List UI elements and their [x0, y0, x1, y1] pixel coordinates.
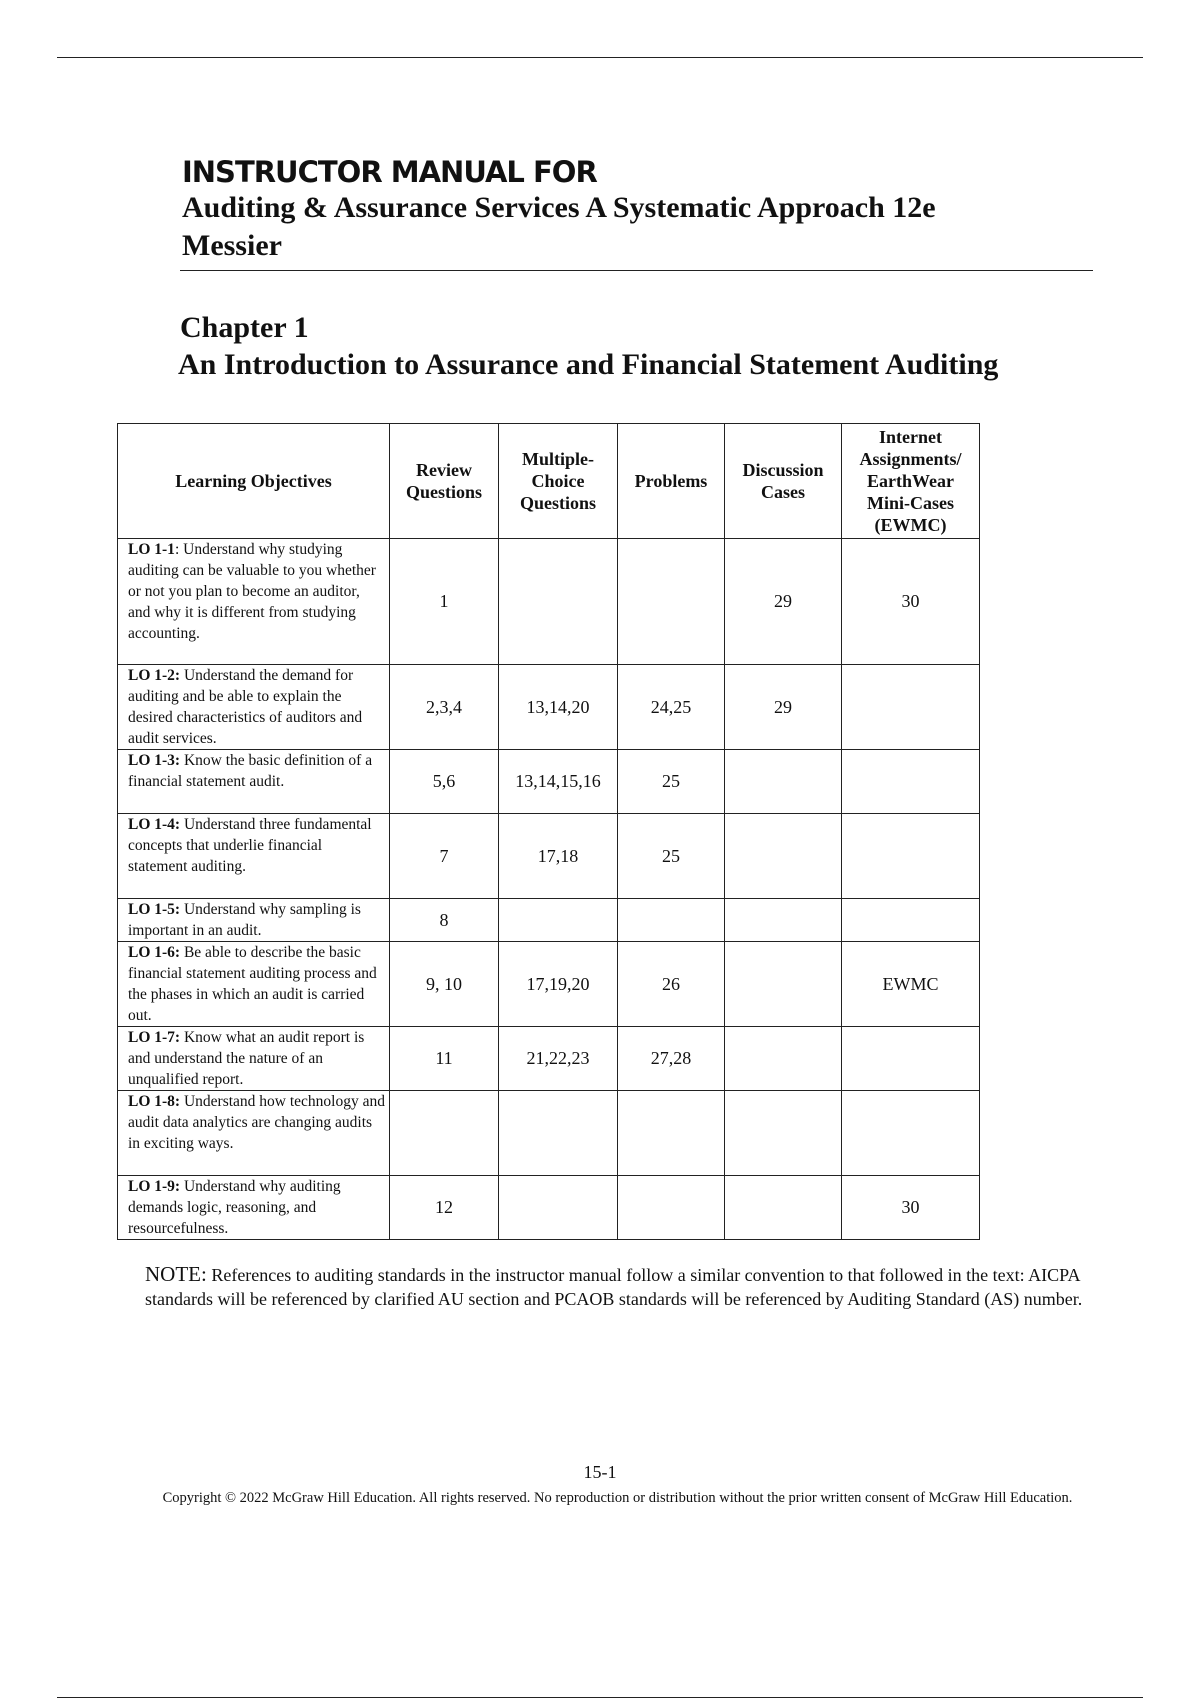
problems-cell: 27,28 — [618, 1027, 725, 1091]
lo-text: : Understand why studying auditing can be valuable to you whether or not you plan to become an auditor, and why it is different from studying accounting. — [128, 541, 376, 642]
internet-cell — [842, 1091, 980, 1176]
problems-cell — [618, 1176, 725, 1240]
table-row — [118, 1027, 980, 1091]
lo-cell — [118, 942, 390, 1027]
header-problems — [618, 424, 725, 539]
table-row — [118, 1091, 980, 1176]
discussion-cell — [725, 750, 842, 814]
header-discussion-line1: Discussion — [742, 460, 824, 480]
table-row — [118, 942, 980, 1027]
standards-note — [145, 1262, 1085, 1311]
header-internet-assignments — [842, 424, 980, 539]
review-cell: 5,6 — [390, 750, 499, 814]
discussion-cell — [725, 942, 842, 1027]
lo-cell — [118, 814, 390, 899]
book-title-line2: Messier — [182, 229, 282, 262]
mcq-cell — [499, 1176, 618, 1240]
internet-cell: EWMC — [842, 942, 980, 1027]
header-review-line2: Questions — [405, 482, 483, 502]
manual-label: INSTRUCTOR MANUAL FOR — [182, 155, 597, 189]
discussion-cell — [725, 1091, 842, 1176]
lo-text: Understand three fundamental concepts that underlie financial statement auditing. — [128, 816, 372, 875]
problems-cell — [618, 539, 725, 665]
problems-cell — [618, 1091, 725, 1176]
lo-cell — [118, 750, 390, 814]
header-internet-line3: EarthWear — [867, 471, 954, 491]
table-row — [118, 899, 980, 942]
lo-code: LO 1-3: — [128, 752, 181, 769]
header-multiple-choice — [499, 424, 618, 539]
document-header — [182, 155, 1094, 265]
internet-cell — [842, 899, 980, 942]
note-label: NOTE: — [145, 1262, 207, 1286]
lo-text: Know what an audit report is and understand the nature of an unqualified report. — [128, 1029, 365, 1088]
header-internet-line5: (EWMC) — [874, 515, 947, 535]
mcq-cell — [499, 1091, 618, 1176]
internet-cell: 30 — [842, 539, 980, 665]
note-text: References to auditing standards in the instructor manual follow a similar convention to that followed in the text: AICPA standards will be referenced by clarified AU section and PCAOB standards will be referenced by Auditing Standard (AS) number. — [145, 1265, 1083, 1309]
lo-code: LO 1-5: — [128, 901, 181, 918]
table-row — [118, 814, 980, 899]
mcq-cell: 13,14,15,16 — [499, 750, 618, 814]
header-discussion-line2: Cases — [761, 482, 805, 502]
table-row — [118, 665, 980, 750]
table-row — [118, 1176, 980, 1240]
lo-text: Be able to describe the basic financial statement auditing process and the phases in which an audit is carried out. — [128, 944, 377, 1024]
header-internet-line1: Internet — [879, 427, 942, 447]
discussion-cell: 29 — [725, 539, 842, 665]
review-cell: 9, 10 — [390, 942, 499, 1027]
header-problems-label: Problems — [634, 471, 708, 491]
mcq-cell: 17,19,20 — [499, 942, 618, 1027]
problems-cell: 26 — [618, 942, 725, 1027]
table-header-row — [118, 424, 980, 539]
review-cell: 1 — [390, 539, 499, 665]
lo-text: Know the basic definition of a financial statement audit. — [128, 752, 373, 790]
lo-text: Understand why auditing demands logic, reasoning, and resourcefulness. — [128, 1178, 341, 1237]
chapter-title: An Introduction to Assurance and Financial Statement Auditing — [178, 348, 999, 381]
problems-cell: 25 — [618, 750, 725, 814]
header-mcq-line1: Multiple- — [522, 449, 594, 469]
header-learning-objectives-label: Learning Objectives — [175, 471, 332, 491]
lo-code: LO 1-1 — [128, 541, 175, 558]
header-discussion-cases — [725, 424, 842, 539]
title-underline — [180, 270, 1093, 271]
header-learning-objectives — [118, 424, 390, 539]
lo-text: Understand why sampling is important in an audit. — [128, 901, 361, 939]
internet-cell — [842, 814, 980, 899]
review-cell: 12 — [390, 1176, 499, 1240]
top-rule — [57, 57, 1143, 58]
header-mcq-line3: Questions — [519, 493, 597, 513]
lo-code: LO 1-4: — [128, 816, 181, 833]
lo-cell — [118, 1176, 390, 1240]
book-title-line1: Auditing & Assurance Services A Systematic Approach 12e — [182, 191, 936, 224]
mcq-cell: 13,14,20 — [499, 665, 618, 750]
review-cell — [390, 1091, 499, 1176]
header-internet-line2: Assignments/ — [859, 449, 962, 469]
lo-cell — [118, 899, 390, 942]
mcq-cell: 17,18 — [499, 814, 618, 899]
lo-cell — [118, 539, 390, 665]
bottom-rule — [57, 1697, 1143, 1698]
table-row — [118, 750, 980, 814]
learning-objectives-table — [117, 423, 980, 1240]
header-internet-line4: Mini-Cases — [867, 493, 954, 513]
header-review-line1: Review — [416, 460, 472, 480]
lo-code: LO 1-9: — [128, 1178, 181, 1195]
lo-code: LO 1-8: — [128, 1093, 181, 1110]
lo-code: LO 1-2: — [128, 667, 181, 684]
mcq-cell — [499, 899, 618, 942]
problems-cell: 25 — [618, 814, 725, 899]
internet-cell — [842, 750, 980, 814]
chapter-number: Chapter 1 — [180, 311, 309, 344]
review-cell: 2,3,4 — [390, 665, 499, 750]
discussion-cell: 29 — [725, 665, 842, 750]
lo-text: Understand how technology and audit data analytics are changing audits in exciting ways. — [128, 1093, 385, 1152]
mcq-cell: 21,22,23 — [499, 1027, 618, 1091]
header-mcq-line2: Choice — [531, 471, 585, 491]
review-cell: 11 — [390, 1027, 499, 1091]
review-cell: 7 — [390, 814, 499, 899]
lo-cell — [118, 1091, 390, 1176]
lo-code: LO 1-7: — [128, 1029, 181, 1046]
internet-cell — [842, 665, 980, 750]
discussion-cell — [725, 899, 842, 942]
discussion-cell — [725, 1027, 842, 1091]
lo-code: LO 1-6: — [128, 944, 181, 961]
page-number: 15-1 — [583, 1462, 617, 1482]
table-row — [118, 539, 980, 665]
internet-cell — [842, 1027, 980, 1091]
review-cell: 8 — [390, 899, 499, 942]
header-review-questions — [390, 424, 499, 539]
lo-cell — [118, 1027, 390, 1091]
copyright-notice: Copyright © 2022 McGraw Hill Education. All rights reserved. No reproduction or distribution without the prior written consent of McGraw Hill Education. — [162, 1490, 1073, 1506]
lo-cell — [118, 665, 390, 750]
problems-cell: 24,25 — [618, 665, 725, 750]
discussion-cell — [725, 1176, 842, 1240]
mcq-cell — [499, 539, 618, 665]
lo-text: Understand the demand for auditing and be able to explain the desired characteristics of auditors and audit services. — [128, 667, 363, 747]
chapter-heading — [180, 310, 1120, 384]
discussion-cell — [725, 814, 842, 899]
problems-cell — [618, 899, 725, 942]
internet-cell: 30 — [842, 1176, 980, 1240]
